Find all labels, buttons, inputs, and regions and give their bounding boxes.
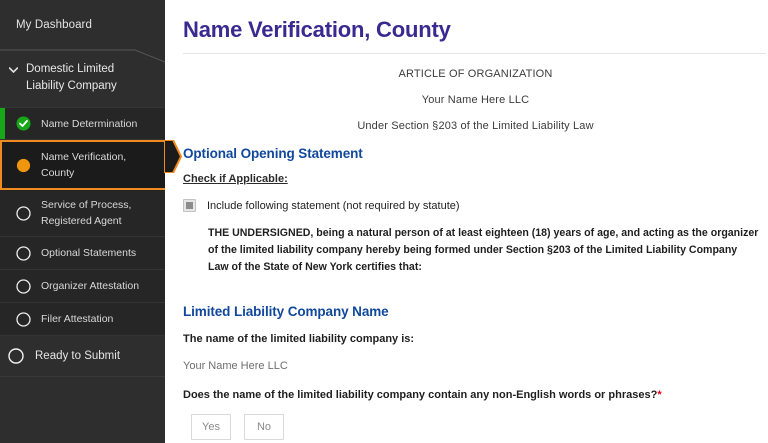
non-english-question-text: Does the name of the limited liability company contain any non-English words or phrases? [183,389,658,401]
company-name-section [183,304,768,440]
my-dashboard-label: My Dashboard [16,18,92,31]
empty-circle-icon [16,246,31,261]
sidebar-group-label: Domestic Limited Liability Company [26,63,117,92]
empty-circle-icon [16,206,31,221]
optional-opening-statement-section [183,146,768,276]
answer-no-button[interactable]: No [244,414,284,440]
sidebar-group-domestic-llc[interactable] [0,49,165,107]
required-asterisk: * [657,389,662,401]
sidebar-item-name-verification-county[interactable] [0,140,165,190]
company-name-value: Your Name Here LLC [183,360,288,372]
empty-circle-icon [16,279,31,294]
sidebar-item-my-dashboard[interactable] [0,0,165,49]
sidebar [0,0,165,443]
step-progress-bar [0,108,5,139]
chevron-down-icon [8,61,18,78]
sidebar-step-label: Service of Process, Registered Agent [41,199,132,227]
sidebar-item-name-determination[interactable] [0,107,165,140]
sidebar-step-label: Name Verification, County [41,151,127,179]
sidebar-item-service-of-process[interactable] [0,190,165,237]
check-if-applicable-label: Check if Applicable: [183,173,288,185]
check-circle-icon [16,116,31,131]
sidebar-step-list [0,107,165,336]
include-statement-checkbox[interactable] [183,199,196,212]
document-header-line-1: ARTICLE OF ORGANIZATION [398,68,553,80]
section-title-company-name: Limited Liability Company Name [183,304,389,319]
document-header [183,54,768,132]
filled-circle-icon [16,158,31,173]
non-english-question [183,389,768,401]
main-content [165,0,768,443]
sidebar-step-label: Name Determination [41,117,138,130]
document-header-line-3: Under Section §203 of the Limited Liability Law [357,120,594,132]
company-name-label: The name of the limited liability company is: [183,333,415,345]
answer-yes-button[interactable]: Yes [191,414,231,440]
page-title: Name Verification, County [183,17,451,42]
sidebar-item-filer-attestation[interactable] [0,303,165,336]
sidebar-step-label: Optional Statements [41,247,137,259]
empty-circle-icon [16,312,31,327]
active-step-pointer-icon [164,140,182,190]
sidebar-item-optional-statements[interactable] [0,237,165,270]
yes-no-button-group [183,414,768,440]
sidebar-step-label: Filer Attestation [41,313,114,325]
sidebar-item-ready-to-submit[interactable] [0,336,165,377]
sidebar-step-label: Organizer Attestation [41,280,140,292]
section-title-opening-statement: Optional Opening Statement [183,146,363,161]
empty-circle-icon [8,348,24,364]
legal-statement-text: THE UNDERSIGNED, being a natural person of at least eighteen (18) years of age, and acting as the organizer of the limited liability company hereby being formed under Section §203 of the Limited Liability Company Law of the State of New York certifies that: [208,227,759,273]
document-header-line-2: Your Name Here LLC [421,94,530,106]
include-statement-checkbox-row[interactable] [183,199,768,212]
ready-to-submit-label: Ready to Submit [35,350,121,362]
sidebar-item-organizer-attestation[interactable] [0,270,165,303]
include-statement-label: Include following statement (not required by statute) [207,199,460,212]
